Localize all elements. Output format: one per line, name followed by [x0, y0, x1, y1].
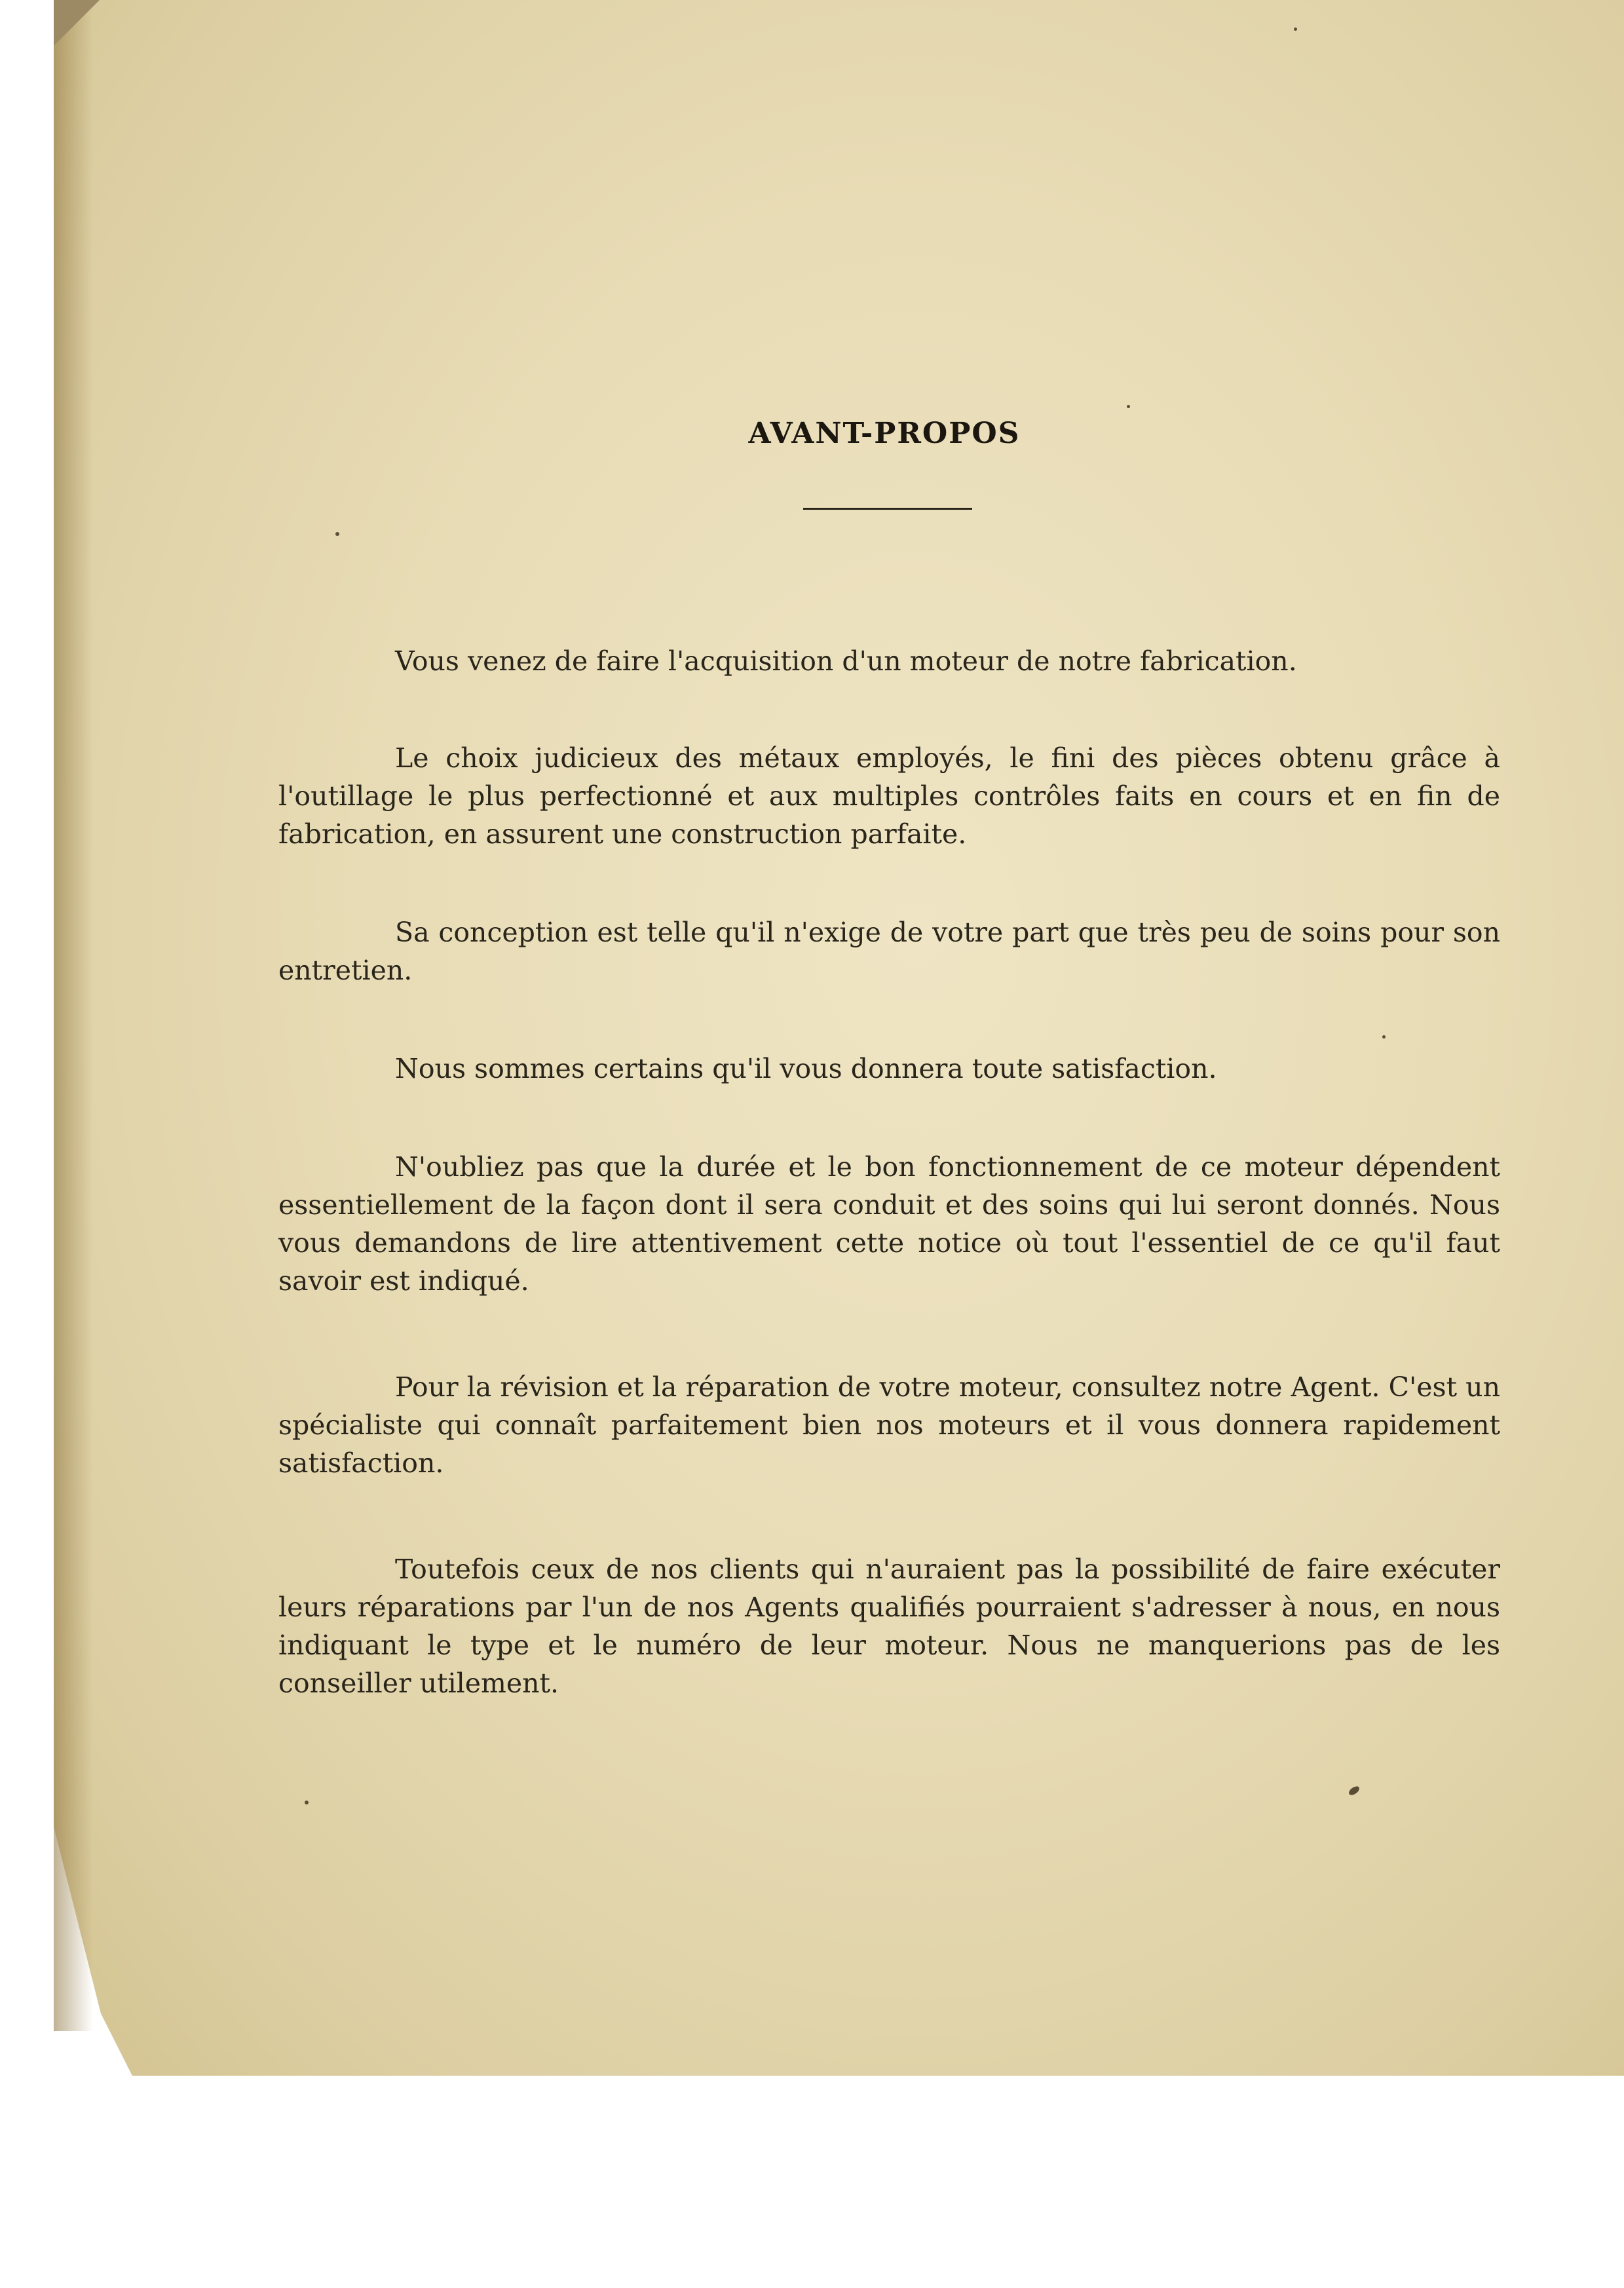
- title-underline: [803, 508, 972, 510]
- ink-speck: [1127, 405, 1130, 408]
- ink-speck: [1382, 1035, 1386, 1039]
- ink-speck: [1294, 28, 1297, 31]
- ink-speck: [305, 1801, 309, 1804]
- paragraph-direct-contact: Toutefois ceux de nos clients qui n'auraient pas la possibilité de faire exécuter leurs réparations par l'un de nos Agents qualifiés pourraient s'adresser à nous, en nous indiquant le type et le numéro de leur moteur. Nous ne manquerions pas de les conseiller utilement.: [278, 1554, 1500, 1699]
- paragraph-maintenance: Sa conception est telle qu'il n'exige de votre part que très peu de soins pour son entretien.: [278, 917, 1500, 986]
- folded-corner: [54, 0, 100, 46]
- paper-edge-shadow: [54, 0, 93, 2031]
- paragraph-satisfaction: Nous sommes certains qu'il vous donnera toute satisfaction.: [395, 1053, 1217, 1084]
- paragraph-agent: Pour la révision et la réparation de votre moteur, consultez notre Agent. C'est un spécialiste qui connaît parfaitement bien nos moteurs et il vous donnera rapidement satisfaction.: [278, 1371, 1500, 1479]
- page-title: AVANT-PROPOS: [748, 417, 1021, 450]
- foreword-body: [278, 642, 1500, 1761]
- paragraph-care: N'oubliez pas que la durée et le bon fonctionnement de ce moteur dépendent essentiellement de la façon dont il sera conduit et des soins qui lui seront donnés. Nous vous demandons de lire attentivement cette notice où tout l'essentiel de ce qu'il faut savoir est indiqué.: [278, 1151, 1500, 1297]
- paragraph-materials: Le choix judicieux des métaux employés, le fini des pièces obtenu grâce à l'outillage le plus perfectionné et aux multiples contrôles faits en cours et en fin de fabrication, en assurent une construction parfaite.: [278, 742, 1500, 850]
- paragraph-acquisition: Vous venez de faire l'acquisition d'un moteur de notre fabrication.: [395, 645, 1297, 677]
- ink-speck: [335, 532, 339, 536]
